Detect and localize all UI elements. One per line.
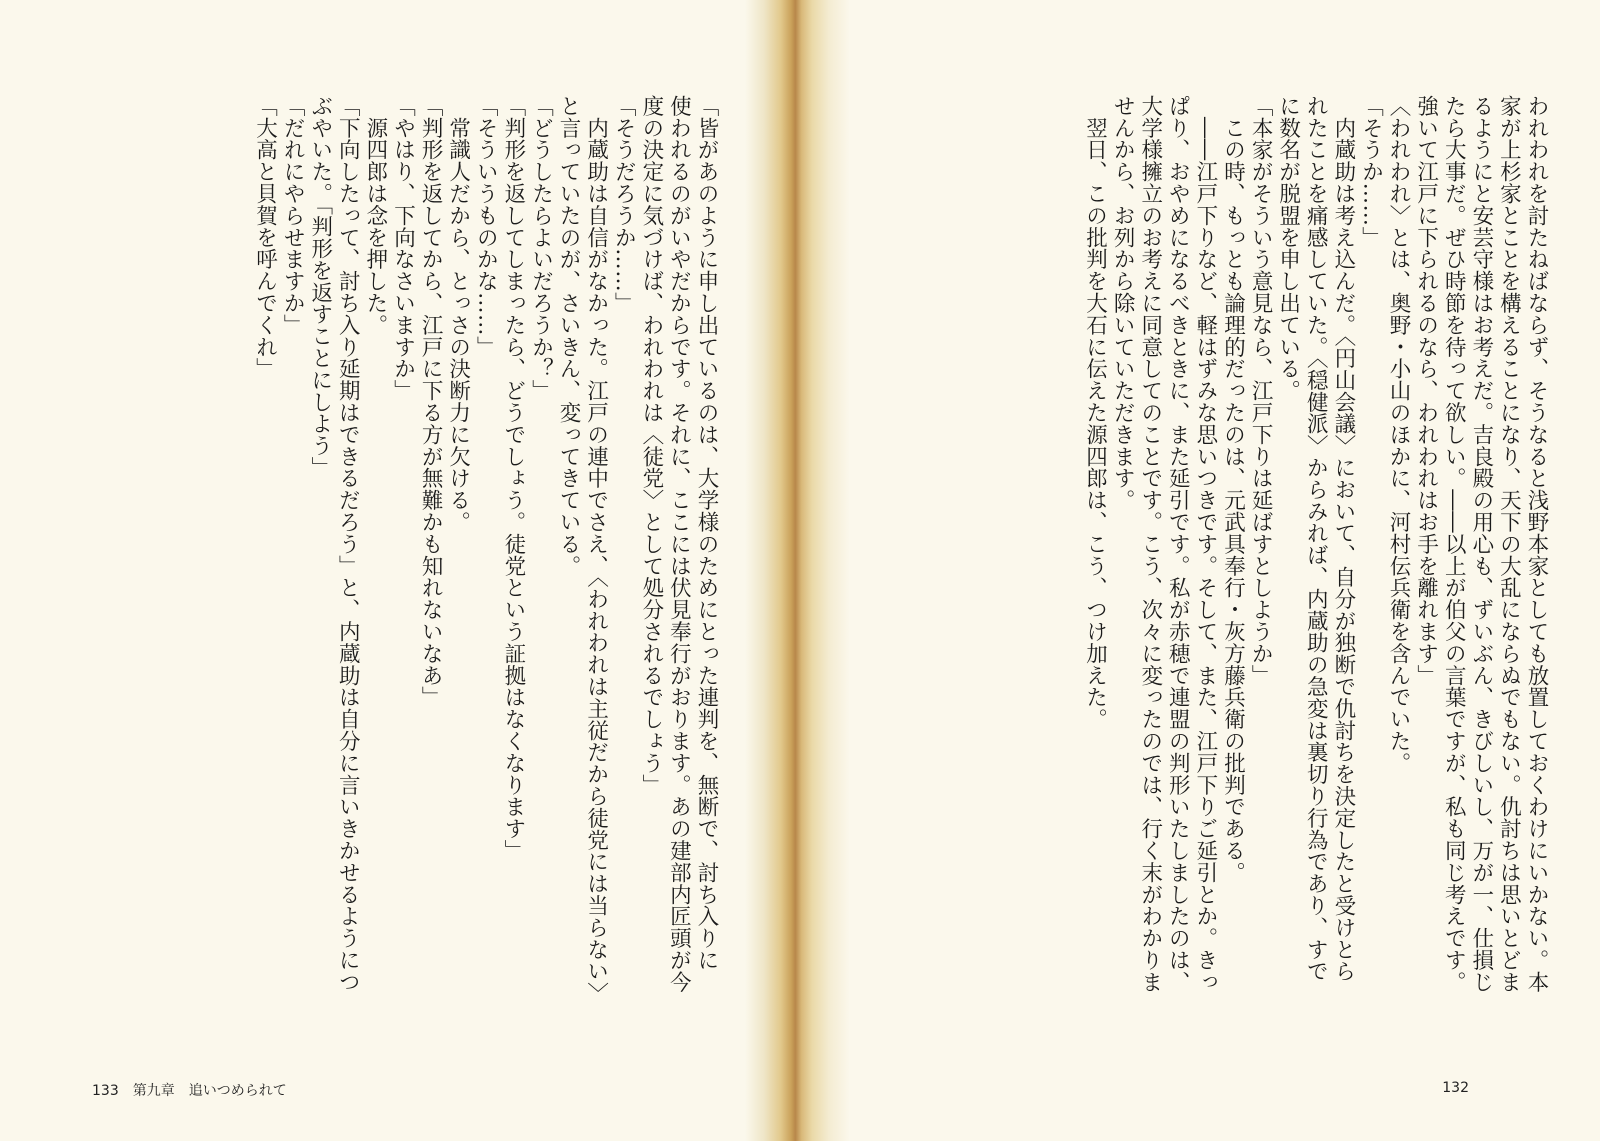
text-line: 〈われわれ〉とは、奥野・小山のほかに、河村伝兵衛を含んでいた。	[1386, 95, 1412, 774]
text-line: 「そうだろうか……」	[611, 95, 637, 314]
text-line: 「皆があのように申し出ているのは、大学様のためにとった連判を、無断で、討ち入りに	[694, 95, 719, 971]
right-page-text	[920, 95, 1550, 1030]
text-line: たら大事だ。ぜひ時節を待って欲しい。――以上が伯父の言葉ですが、私も同じ考えです。	[1441, 95, 1467, 993]
text-line: 「大高と貝賀を呼んでくれ」	[252, 95, 278, 380]
text-line: 「だれにやらせますか」	[280, 95, 306, 336]
page-footer	[92, 1080, 287, 1100]
text-line: 「やはり、下向なさいますか」	[390, 95, 416, 402]
text-line: ぶやいた。「判形を返すことにしよう」	[307, 95, 333, 479]
text-line: 「どうしたらよいだろうか？」	[528, 95, 554, 402]
page-number: 133	[92, 1083, 119, 1099]
left-page	[0, 0, 770, 1141]
text-line: 内蔵助は自信がなかった。江戸の連中でさえ、〈われわれは主従だから徒党には当らない〉	[583, 95, 609, 1005]
text-line: 常識人だから、とっさの決断力に欠ける。	[445, 95, 471, 533]
text-line: この時、もっとも論理的だったのは、元武具奉行・灰方藤兵衛の批判である。	[1220, 95, 1246, 884]
text-line: ぱり、おやめになるべきときに、また延引です。私が赤穂で連盟の判形いたしましたのは、	[1165, 95, 1191, 993]
text-line: われわれを討たねばならず、そうなると浅野本家としても放置しておくわけにいかない。本	[1524, 95, 1549, 993]
text-line: 「下向したって、討ち入り延期はできるだろう」と、内蔵助は自分に言いきかせるようにつ	[335, 95, 361, 993]
text-line: 強いて江戸に下られるのなら、われわれはお手を離れます」	[1413, 95, 1439, 687]
text-line: 「判形を返してから、江戸に下る方が無難かも知れないなあ」	[418, 95, 444, 709]
text-line: ――江戸下りなど、軽はずみな思いつきです。そして、また、江戸下りご延引とか。きっ	[1192, 95, 1218, 993]
right-page	[826, 0, 1600, 1141]
text-line: 家が上杉家とことを構えることになり、天下の大乱にならぬでもない。仇討ちは思いとどま	[1496, 95, 1522, 993]
chapter-title: 第九章 追いつめられて	[132, 1083, 287, 1099]
text-line: れたことを痛感していた。〈穏健派〉からみれば、内蔵助の急変は裏切り行為であり、すで	[1303, 95, 1329, 983]
text-line: るようにと安芸守様はお考えだ。吉良殿の用心も、ずいぶん、きびしいし、万が一、仕損じ	[1468, 95, 1494, 993]
left-page-text	[90, 95, 720, 1030]
text-line: 度の決定に気づけば、われわれは〈徒党〉として処分されるでしょう」	[638, 95, 664, 796]
text-line: 内蔵助は考え込んだ。〈円山会議〉において、自分が独断で仇討ちを決定したと受けとら	[1330, 95, 1356, 983]
text-line: せんから、お列から除いていただきます。	[1110, 95, 1136, 512]
text-line: 「本家がそういう意見なら、江戸下りは延ばすとしようか」	[1248, 95, 1274, 687]
text-line: 「そういうものかな……」	[473, 95, 499, 358]
text-line: 「判形を返してしまったら、どうでしょう。徒党という証拠はなくなります」	[500, 95, 526, 862]
text-line: 源四郎は念を押した。	[362, 95, 388, 336]
page-number: 132	[1442, 1080, 1469, 1096]
text-line: 翌日、この批判を大石に伝えた源四郎は、こう、つけ加えた。	[1082, 95, 1108, 731]
text-line: 大学様擁立のお考えに同意してのことです。こう、次々に変ったのでは、行く末がわかりま	[1137, 95, 1163, 993]
text-line: に数名が脱盟を申し出ている。	[1275, 95, 1301, 402]
text-line: と言っていたのが、さいきん、変ってきている。	[556, 95, 582, 577]
text-line: 「そうか……」	[1358, 95, 1384, 249]
text-line: 使われるのがいやだからです。それに、ここには伏見奉行がおります。あの建部内匠頭が今	[666, 95, 692, 993]
